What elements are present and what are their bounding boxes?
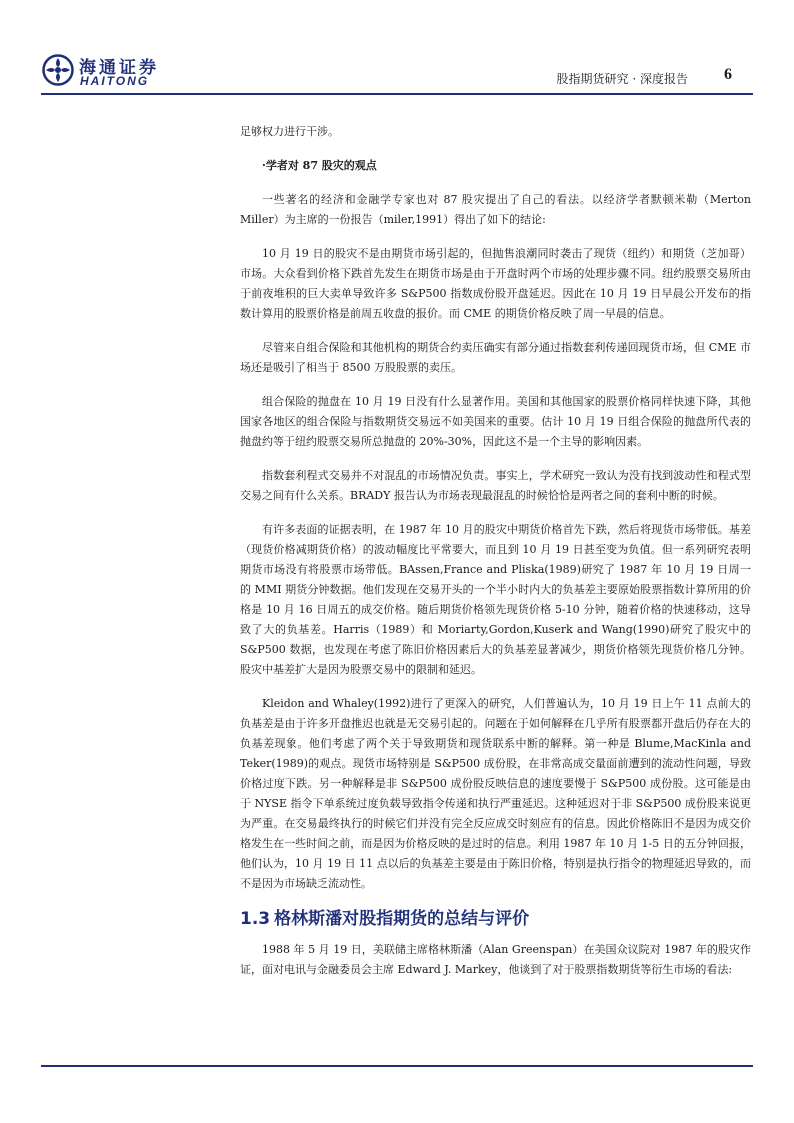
paragraph: 足够权力进行干涉。 — [240, 125, 339, 138]
paragraph: 指数套利程式交易并不对混乱的市场情况负责。事实上，学术研究一致认为没有找到波动性和程式型交易之间有什么关系。BRADY 报告认为市场表现最混乱的时候恰恰是两者之间的套利中断的时候。 — [240, 469, 751, 502]
haitong-logo-icon — [42, 54, 74, 86]
logo-chinese-name: 海通证券 — [79, 58, 159, 78]
report-body — [240, 122, 751, 994]
logo-english-name: HAITONG — [80, 74, 150, 88]
paragraph: 组合保险的抛盘在 10 月 19 日没有什么显著作用。美国和其他国家的股票价格同样快速下降，其他国家各地区的组合保险与指数期货交易远不如美国来的重要。估计 10 月 19 日组合保险的抛盘所代表的抛盘约等于纽约股票交易所总抛盘的 20%-30%，因此这不是一个主导的影响因素。 — [240, 395, 751, 448]
paragraph: 有许多表面的证据表明，在 1987 年 10 月的股灾中期货价格首先下跌，然后将现货市场带低。基差（现货价格减期货价格）的波动幅度比平常要大，而且到 10 月 19 日甚至变为负值。但一系列研究表明期货市场没有将股票市场带低。BAssen,France and Pliska(1989)研究了 1987 年 10 月 19 日周一的 MMI 期货分钟数据。他们发现在交易开头的一个半小时内大的负基差主要原始股票指数计算所用的价格是 10 月 16 日周五的成交价格。随后期货价格领先现货价格 5-10 分钟，随着价格的快速移动，这导致了大的负基差。Harris（1989）和 Moriarty,Gordon,Kuserk and Wang(1990)研究了股灾中的 S&P500 数据，也发现在考虑了陈旧价格因素后大的负基差显著减少，期货价格领先现货价格几分钟。股灾中基差扩大是因为股票交易中的限制和延迟。 — [240, 523, 751, 676]
header-rule — [41, 93, 753, 95]
sub-heading: ·学者对 87 股灾的观点 — [262, 159, 377, 172]
paragraph: 尽管来自组合保险和其他机构的期货合约卖压确实有部分通过指数套利传递回现货市场，但 CME 市场还是吸引了相当于 8500 万股股票的卖压。 — [240, 341, 751, 374]
section-number: 1.3 — [240, 909, 271, 929]
section-heading — [240, 908, 751, 930]
paragraph: 10 月 19 日的股灾不是由期货市场引起的，但抛售浪潮同时袭击了现货（纽约）和期货（芝加哥）市场。大众看到价格下跌首先发生在期货市场是由于开盘时两个市场的处理步骤不同。纽约股票交易所由于前夜堆积的巨大卖单导致许多 S&P500 指数成份股开盘延迟。因此在 10 月 19 日早晨公开发布的指数计算用的股票价格是前周五收盘的报价。而 CME 的期货价格反映了周一早晨的信息。 — [240, 247, 751, 320]
page-number: 6 — [724, 66, 732, 83]
paragraph: 一些著名的经济和金融学专家也对 87 股灾提出了自己的看法。以经济学者默顿米勒（Merton Miller）为主席的一份报告（miler,1991）得出了如下的结论: — [240, 193, 751, 226]
paragraph: Kleidon and Whaley(1992)进行了更深入的研究，人们普遍认为，10 月 19 日上午 11 点前大的负基差是由于许多开盘推迟也就是无交易引起的。问题在于如何解释在几乎所有股票都开盘后仍存在大的负基差现象。他们考虑了两个关于导致期货和现货联系中断的解释。第一种是 Blume,MacKinla and Teker(1989)的观点。现货市场特别是 S&P500 成份股，在非常高成交量面前遭到的流动性问题，导致价格过度下跌。另一种解释是非 S&P500 成份股反映信息的速度要慢于 S&P500 成份股。这可能是由于 NYSE 指令下单系统过度负载导致指令传递和执行严重延迟。这种延迟对于非 S&P500 成份股来说更为严重。在交易最终执行的时候它们并没有完全反应成交时刻应有的信息。因此价格陈旧不是因为成交价格发生在一些时间之前，而是因为价格反映的是过时的信息。利用 1987 年 10 月 1-5 日的五分钟回报，他们认为，10 月 19 日 11 点以后的负基差主要是由于陈旧价格，特别是执行指令的物理延迟导致的，而不是因为市场缺乏流动性。 — [240, 697, 751, 890]
company-logo — [42, 50, 192, 90]
footer-rule — [41, 1065, 753, 1067]
report-header-title: 股指期货研究 · 深度报告 — [556, 72, 688, 86]
section-title: 格林斯潘对股指期货的总结与评价 — [274, 909, 530, 929]
paragraph: 1988 年 5 月 19 日，美联储主席格林斯潘（Alan Greenspan）在美国众议院对 1987 年的股灾作证，面对电讯与金融委员会主席 Edward J. Markey，他谈到了对于股票指数期货等衍生市场的看法: — [240, 943, 751, 976]
